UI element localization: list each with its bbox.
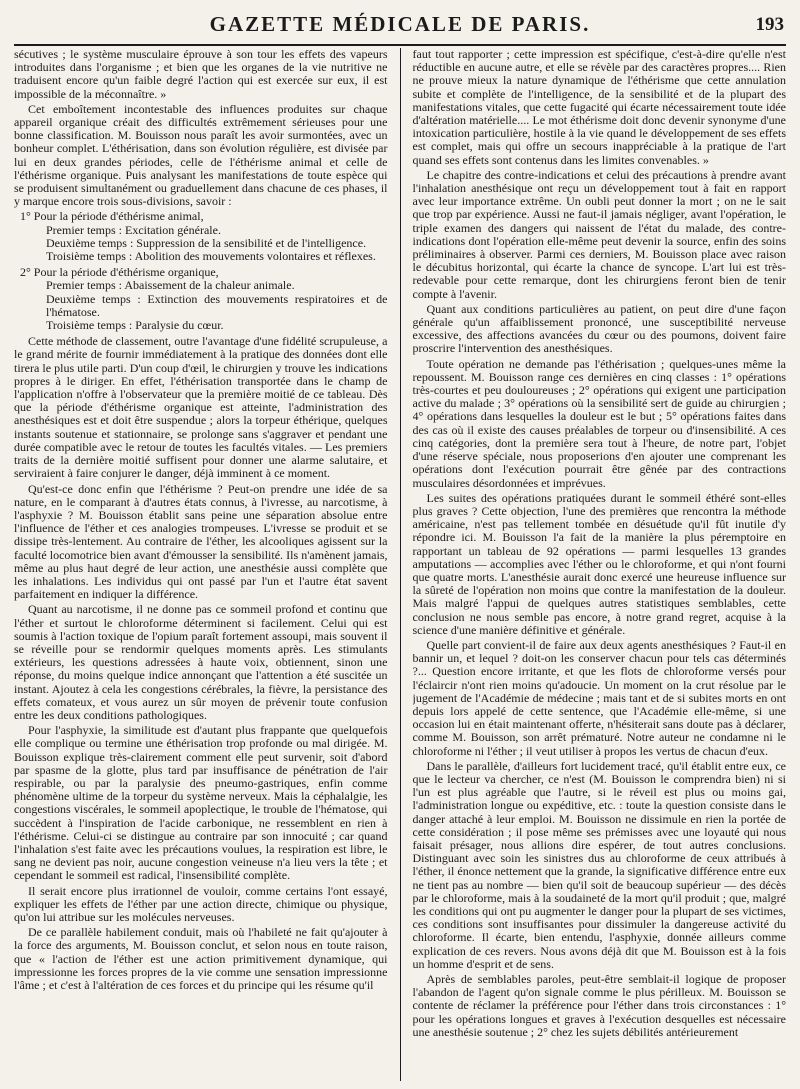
paragraph: Pour l'asphyxie, la similitude est d'autant plus frappante que quelquefois elle complique ou termine une éthérisation trop profonde ou mal dirigée. M. Bouisson explique très-clairement comment elle peut survenir, soit d'abord par spasme de la glotte, plus tard par insuffisance de pénétration de l'air respirable, ou par la paralysie des pneumo-gastriques, enfin comme phénomène ultime de la torpeur du système nerveux. Mais la céphalalgie, les congestions viscérales, le sommeil apoplectique, le trouble de l'hématose, qui succèdent à l'inspiration de l'acide carbonique, ne ressemblent en rien à l'éthérisme. Celui-ci se distingue au contraire par son innocuité ; car quand l'inhalation s'est faite avec les précautions voulues, la respiration est libre, le sang ne devient pas noir, aucune congestion veineuse n'a lieu vers la tête ; et cependant le sommeil est radical, l'insensibilité complète. bbox=[14, 723, 388, 883]
list-item: Deuxième temps : Suppression de la sensibilité et de l'intelligence. bbox=[46, 235, 367, 250]
list-item: Troisième temps : Paralysie du cœur. bbox=[46, 318, 224, 333]
list-item: Premier temps : Excitation générale. bbox=[46, 222, 221, 237]
paragraph: Qu'est-ce donc enfin que l'éthérisme ? Peut-on prendre une idée de sa nature, en le comparant à d'autres états connus, à l'ivresse, au narcotisme, à l'asphyxie ? M. Bouisson établit sans peine une séparation absolue entre l'influence de l'éther et ces analogies trompeuses. L'ivresse se produit et se dissipe très-lentement. Au contraire de l'éther, les alcooliques agissent sur la faculté locomotrice bien avant d'émousser la sensibilité. Ils n'amènent jamais, même au plus haut degré de leur action, une anesthésie aussi complète que les inhalations. Les individus qui ont passé par l'un et l'autre état savent parfaitement en indiquer la différence. bbox=[14, 481, 388, 602]
list-heading: 2° Pour la période d'éthérisme organique, bbox=[20, 265, 219, 280]
paragraph: Toute opération ne demande pas l'éthérisation ; quelques-unes même la repoussent. M. Bouisson range ces dernières en cinq classes : 1° opérations très-courtes et peu douloureuses ; 2° opérations qui exigent une participation active du malade ; 3° opérations où la sensibilité sert de guide au chirurgien ; 4° opérations dans lesquelles la douleur est le but ; 5° opérations faites dans des cas où il existe des causes préalables de torpeur ou d'insensibilité. A ces cinq catégories, dont la première sera tout à l'heure, de notre part, l'objet d'une réserve spéciale, nous proposerions d'en ajouter une comprenant les opérations dont l'exécution pourrait être gênée par des contractions musculaires désordonnées et imprévues. bbox=[412, 356, 786, 490]
paragraph: faut tout rapporter ; cette impression est spécifique, c'est-à-dire qu'elle n'est réductible en aucune autre, et elle se révèle par des caractères propres.... Rien ne prouve mieux la nature dynamique de l'éthérisme que cette annulation subite et complète de l'intelligence, de la sensibilité et de la plupart des manifestations vitales, que cette fugacité qui écarte nécessairement toute idée d'altération matérielle.... Le mot éthérisme doit donc devenir synonyme d'une intoxication particulière, hostile à la vie quand le développement de ses effets est complet, mais qui offre un secours inappréciable à la pratique de l'art quand ses effets sont contenus dans les limites convenables. » bbox=[412, 48, 786, 167]
paragraph: Quant aux conditions particulières au patient, on peut dire d'une façon générale qu'un affaiblissement prononcé, une susceptibilité nerveuse excessive, des affections avancées du cœur ou des poumons, doivent faire proscrire l'intervention des anesthésiques. bbox=[412, 301, 786, 356]
right-column bbox=[413, 48, 787, 1081]
paragraph: Après de semblables paroles, peut-être semblait-il logique de proposer l'abandon de l'agent qu'on signale comme le plus périlleux. M. Bouisson se contente de réclamer la préférence pour l'éther dans trois circonstances : 1° pour les opérations longues et graves à l'exécution desquelles est nécessaire une anesthésie soutenue ; 2° chez les sujets débilités antérieurement bbox=[412, 972, 786, 1039]
paragraph: Les suites des opérations pratiquées durant le sommeil éthéré sont-elles plus graves ? Cette objection, l'une des premières que rencontra la méthode américaine, n'est pas tellement tombée en désuétude qu'il fût inutile d'y répondre ici. M. Bouisson l'a fait de la manière la plus péremptoire en rapportant un tableau de 92 opérations — parmi lesquelles 13 grandes amputations — accomplies avec l'éther ou le chloroforme, et qui n'ont fourni que quatre morts. L'anesthésie aurait donc exercé une heureuse influence sur la sûreté de l'opération non moins que contre la manifestation de la douleur. Mais malgré l'appui de quelques autres statistiques semblables, cette conclusion ne nous semble pas encore, à notre grand regret, acquise à la science d'une manière définitive et générale. bbox=[412, 490, 786, 637]
text-columns bbox=[14, 48, 786, 1081]
left-column bbox=[14, 48, 388, 1081]
period-list-organic bbox=[14, 266, 388, 332]
paragraph: Le chapitre des contre-indications et celui des précautions à prendre avant l'inhalation anesthésique ont reçu un développement tout à fait en rapport avec leur importance extrême. Un oubli peut donner la mort ; on ne le sait que trop par expérience. Aussi ne faut-il jamais négliger, avant l'opération, le triple examen des dangers qui naissent de l'état du malade, des contre-indications dont l'opération elle-même peut devenir la source, enfin des soins préliminaires à observer. Parmi ces derniers, M. Bouisson place avec raison le décubitus horizontal, qui écarte la chance de syncope. L'art lui est très-redevable pour cette remarque, dont les chirurgiens feront bien de tenir compte à l'avenir. bbox=[412, 167, 786, 301]
list-item: Deuxième temps : Extinction des mouvements respiratoires et de l'hématose. bbox=[46, 291, 388, 319]
paragraph: Il serait encore plus irrationnel de vouloir, comme certains l'ont essayé, expliquer les effets de l'éther par une action directe, chimique ou physique, qu'on lui attribue sur les molécules nerveuses. bbox=[14, 883, 388, 924]
paragraph: sécutives ; le système musculaire éprouve à son tour les effets des vapeurs introduites dans l'organisme ; et bien que les organes de la vie nutritive ne traduisent encore qu'un faible degré l'action qui est exercée sur eux, il est impossible de la méconnaître. » bbox=[14, 48, 388, 101]
paragraph: De ce parallèle habilement conduit, mais où l'habileté ne fait qu'ajouter à la force des arguments, M. Bouisson conclut, et selon nous en toute raison, que « l'action de l'éther est une action primitivement dynamique, qui impressionne les forces propres de la vie comme une sensation impressionne l'âme ; et c'est à l'altération de ces forces et du principe qui les résume qu'il bbox=[14, 925, 388, 993]
paragraph: Quant au narcotisme, il ne donne pas ce sommeil profond et continu que l'éther et surtout le chloroforme déterminent si facilement. Celui qui est soumis à l'action toxique de l'opium paraît fortement assoupi, mais souvent il se réveille pour se rendormir quelques moments après. Les stimulants extérieurs, les questions adressées à haute voix, obtiennent, sinon une réponse, du moins quelque indice annonçant que l'attention a été suscitée un instant. Ajoutez à cela les congestions cérébrales, la fièvre, la persistance des effets comateux, et vous aurez un sûr moyen de prévenir toute confusion entre les deux conditions pathologiques. bbox=[14, 602, 388, 722]
column-divider bbox=[400, 48, 401, 1081]
page-header bbox=[14, 8, 786, 46]
list-item: Troisième temps : Abolition des mouvements volontaires et réflexes. bbox=[46, 249, 376, 264]
paragraph: Cet emboîtement incontestable des influences produites sur chaque appareil organique créait des difficultés extrêmement sérieuses pour une bonne classification. M. Bouisson nous paraît les avoir surmontées, avec un bonheur complet. L'éthérisation, dans son évolution régulière, est divisée par lui en deux grandes périodes, celle de l'éthérisme animal et celle de l'éthérisme organique. Puis analysant les manifestations de toute espèce qui se produisent simultanément ou graduellement dans chacune de ces phases, il y marque encore trois sous-divisions, savoir : bbox=[14, 101, 388, 209]
period-list-animal bbox=[14, 210, 388, 263]
paragraph: Quelle part convient-il de faire aux deux agents anesthésiques ? Faut-il en bannir un, et lequel ? doit-on les conserver chacun pour tels cas déterminés ?... Question encore irritante, et que les flots de chloroforme versés pour l'éclaircir n'ont rien moins qu'adoucie. Un moment on la crut résolue par le jugement de l'Académie de médecine ; mais tant et de si subites morts en ont depuis lors appelé de cette sentence, que l'Académie elle-même, si une occasion lui en était maintenant offerte, n'hésiterait sans doute pas à déclarer, comme M. Bouisson, son arrêt prématuré. Notre auteur ne condamne ni le chloroforme ni l'éther ; il veut utiliser à propos les vertus de chacun d'eux. bbox=[412, 637, 786, 758]
page-number: 193 bbox=[755, 14, 784, 35]
newspaper-title: GAZETTE MÉDICALE DE PARIS. bbox=[209, 12, 591, 36]
list-heading: 1° Pour la période d'éthérisme animal, bbox=[20, 209, 204, 224]
list-item: Premier temps : Abaissement de la chaleur animale. bbox=[46, 278, 295, 293]
paragraph: Dans le parallèle, d'ailleurs fort lucidement tracé, qu'il établit entre eux, ce que le lecteur va chercher, ce n'est (M. Bouisson le comprendra bien) ni si l'un est plus agréable que l'autre, si le réveil est plus ou moins gai, l'administration longue ou expéditive, etc. : toute la question consiste dans le danger attaché à leur emploi. M. Bouisson ne dissimule en rien la portée de cette considération ; il pose même ses prémisses avec une loyauté qui nous faisait présager, nous allions dire espérer, de tout autres conclusions. Distinguant avec soin les sinistres dus au chloroforme de ceux attribués à l'éther, il énonce nettement que la grande, la significative différence entre eux ne tient pas au nombre — bien qu'il soit de beaucoup supérieur — des décès par le chloroforme, mais à la soudaineté de la mort qu'il produit ; que, malgré les conditions qui ont pu augmenter le danger pour la plupart de ses victimes, ces conditions sont insuffisantes pour dissimuler la dangereuse activité du chloroforme. Il écarte, bien entendu, l'asphyxie, donnée ailleurs comme explication de ces revers. Nous avons déjà dit que M. Bouisson est à la fois un homme d'esprit et de sens. bbox=[412, 758, 786, 971]
paragraph: Cette méthode de classement, outre l'avantage d'une fidélité scrupuleuse, a le grand mérite de fournir immédiatement à la pratique des données dont elle tirera le plus utile parti. D'un coup d'œil, le chirurgien y trouve les indications propres à le diriger. En effet, l'éthérisation transportée dans le champ de l'application n'offre à l'observateur que la première moitié de ce tableau. Dès que la période d'éthérisme organique est atteinte, l'administration des anesthésiques est et doit être suspendue ; alors la torpeur éthérique, quelques instants soutenue et stationnaire, se prolonge sans s'aggraver et pendant une durée compatible avec le retour de toutes les facultés vitales. — Les premiers traits de la dernière moitié suffisent pour donner une alarme salutaire, et serviraient à faire conjurer le danger, déjà imminent à ce moment. bbox=[14, 334, 388, 481]
